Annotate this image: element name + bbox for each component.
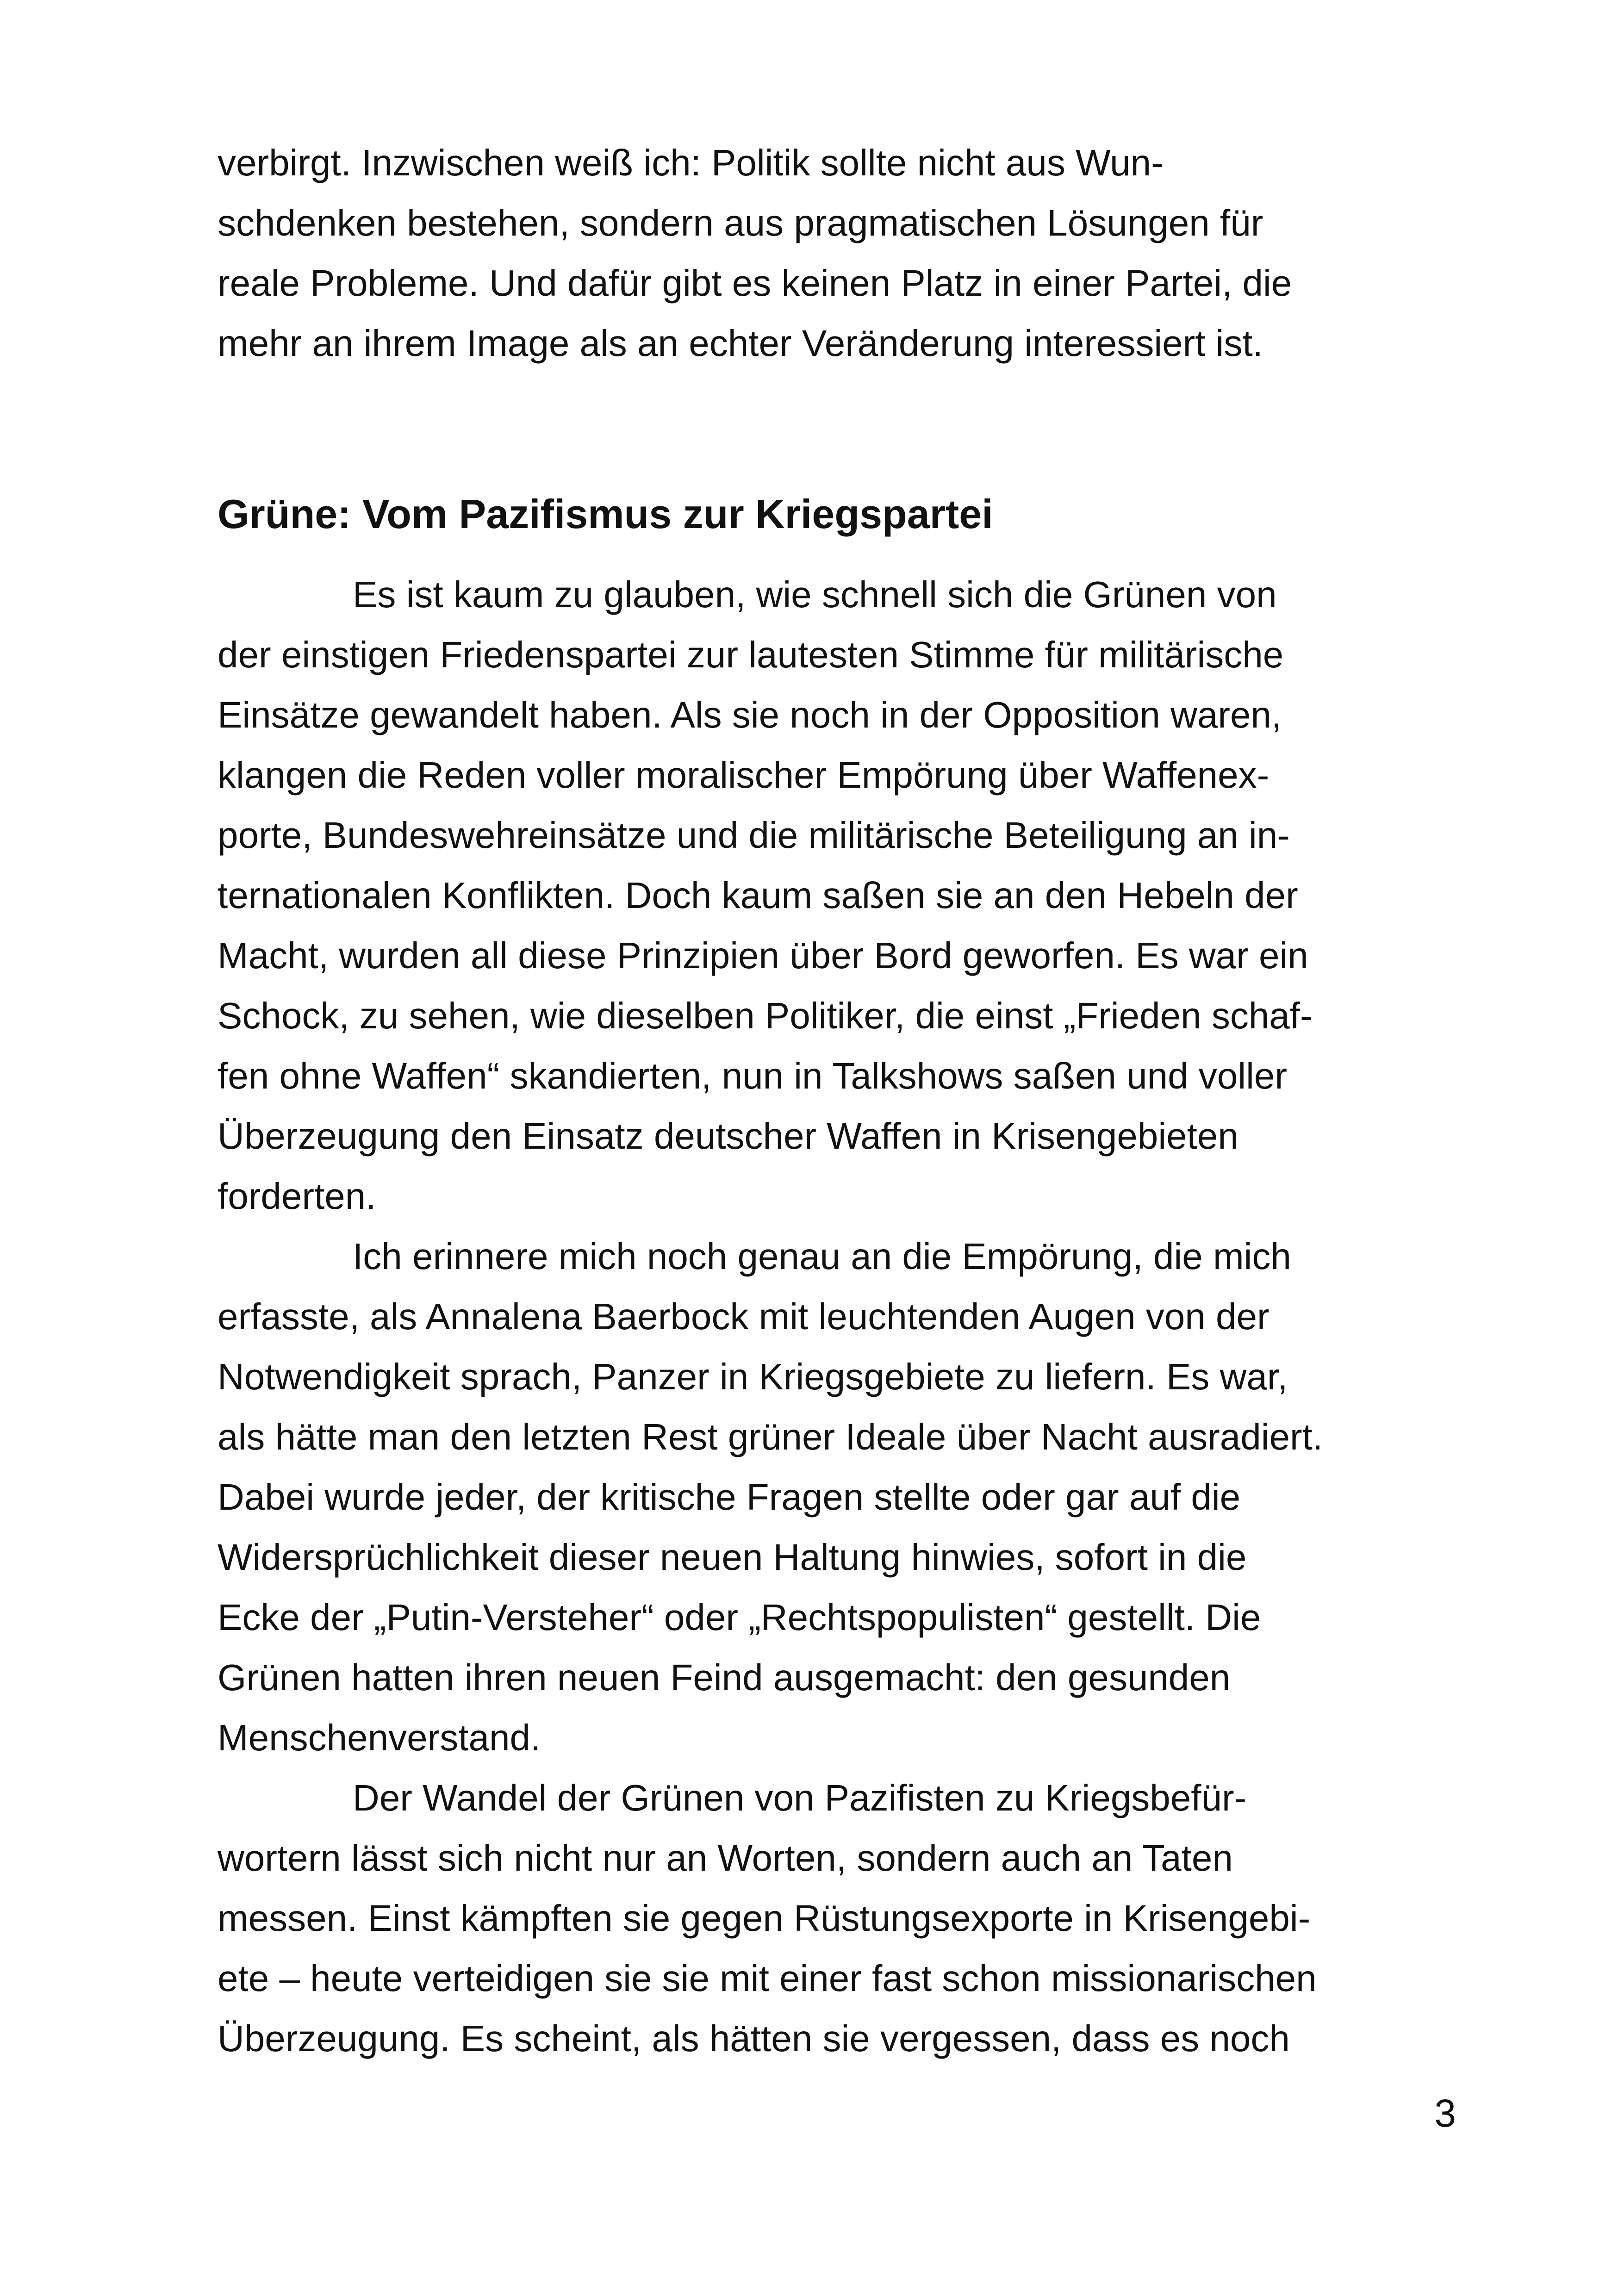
text-line: fen ohne Waffen“ skandierten, nun in Talkshows saßen und voller <box>218 1055 1288 1096</box>
text-line: verbirgt. Inzwischen weiß ich: Politik sollte nicht aus Wun- <box>218 142 1164 183</box>
text-line: Einsätze gewandelt haben. Als sie noch in der Opposition waren, <box>218 694 1282 735</box>
text-line: mehr an ihrem Image als an echter Veränderung interessiert ist. <box>218 323 1263 364</box>
text-line: wortern lässt sich nicht nur an Worten, sondern auch an Taten <box>218 1837 1233 1879</box>
text-line: Dabei wurde jeder, der kritische Fragen stellte oder gar auf die <box>218 1476 1241 1518</box>
text-line: Grünen hatten ihren neuen Feind ausgemacht: den gesunden <box>218 1657 1231 1698</box>
text-line: Überzeugung den Einsatz deutscher Waffen in Krisengebieten <box>218 1115 1238 1157</box>
text-line: Schock, zu sehen, wie dieselben Politiker, die einst „Frieden schaf- <box>218 995 1313 1036</box>
text-line: Widersprüchlichkeit dieser neuen Haltung hinwies, sofort in die <box>218 1537 1247 1578</box>
text-line: messen. Einst kämpften sie gegen Rüstungsexporte in Krisengebi- <box>218 1898 1311 1939</box>
text-line: Ich erinnere mich noch genau an die Empörung, die mich <box>353 1236 1291 1277</box>
text-line: ternationalen Konflikten. Doch kaum saßen sie an den Hebeln der <box>218 875 1298 916</box>
text-line: Überzeugung. Es scheint, als hätten sie vergessen, dass es noch <box>218 2018 1290 2059</box>
text-line: ete – heute verteidigen sie sie mit einer fast schon missionarischen <box>218 1958 1317 1999</box>
text-line: porte, Bundeswehreinsätze und die militärische Beteiligung an in- <box>218 815 1290 856</box>
text-line: Es ist kaum zu glauben, wie schnell sich die Grünen von <box>353 574 1277 615</box>
section-heading: Grüne: Vom Pazifismus zur Kriegspartei <box>218 491 993 537</box>
text-line: klangen die Reden voller moralischer Empörung über Waffenex- <box>218 754 1270 796</box>
text-line: Macht, wurden all diese Prinzipien über Bord geworfen. Es war ein <box>218 935 1308 976</box>
page-number: 3 <box>1434 2091 1456 2135</box>
text-line: Ecke der „Putin-Versteher“ oder „Rechtspopulisten“ gestellt. Die <box>218 1597 1261 1638</box>
text-line: forderten. <box>218 1176 376 1217</box>
text-line: Der Wandel der Grünen von Pazifisten zu Kriegsbefür- <box>353 1777 1247 1818</box>
text-line: der einstigen Friedenspartei zur lautesten Stimme für militärische <box>218 634 1284 675</box>
text-line: Notwendigkeit sprach, Panzer in Kriegsgebiete zu liefern. Es war, <box>218 1356 1288 1397</box>
text-line: erfasste, als Annalena Baerbock mit leuchtenden Augen von der <box>218 1296 1270 1337</box>
text-line: schdenken bestehen, sondern aus pragmatischen Lösungen für <box>218 202 1263 243</box>
text-line: reale Probleme. Und dafür gibt es keinen Platz in einer Partei, die <box>218 262 1292 304</box>
text-line: als hätte man den letzten Rest grüner Ideale über Nacht ausradiert. <box>218 1416 1323 1457</box>
text-line: Menschenverstand. <box>218 1717 541 1758</box>
